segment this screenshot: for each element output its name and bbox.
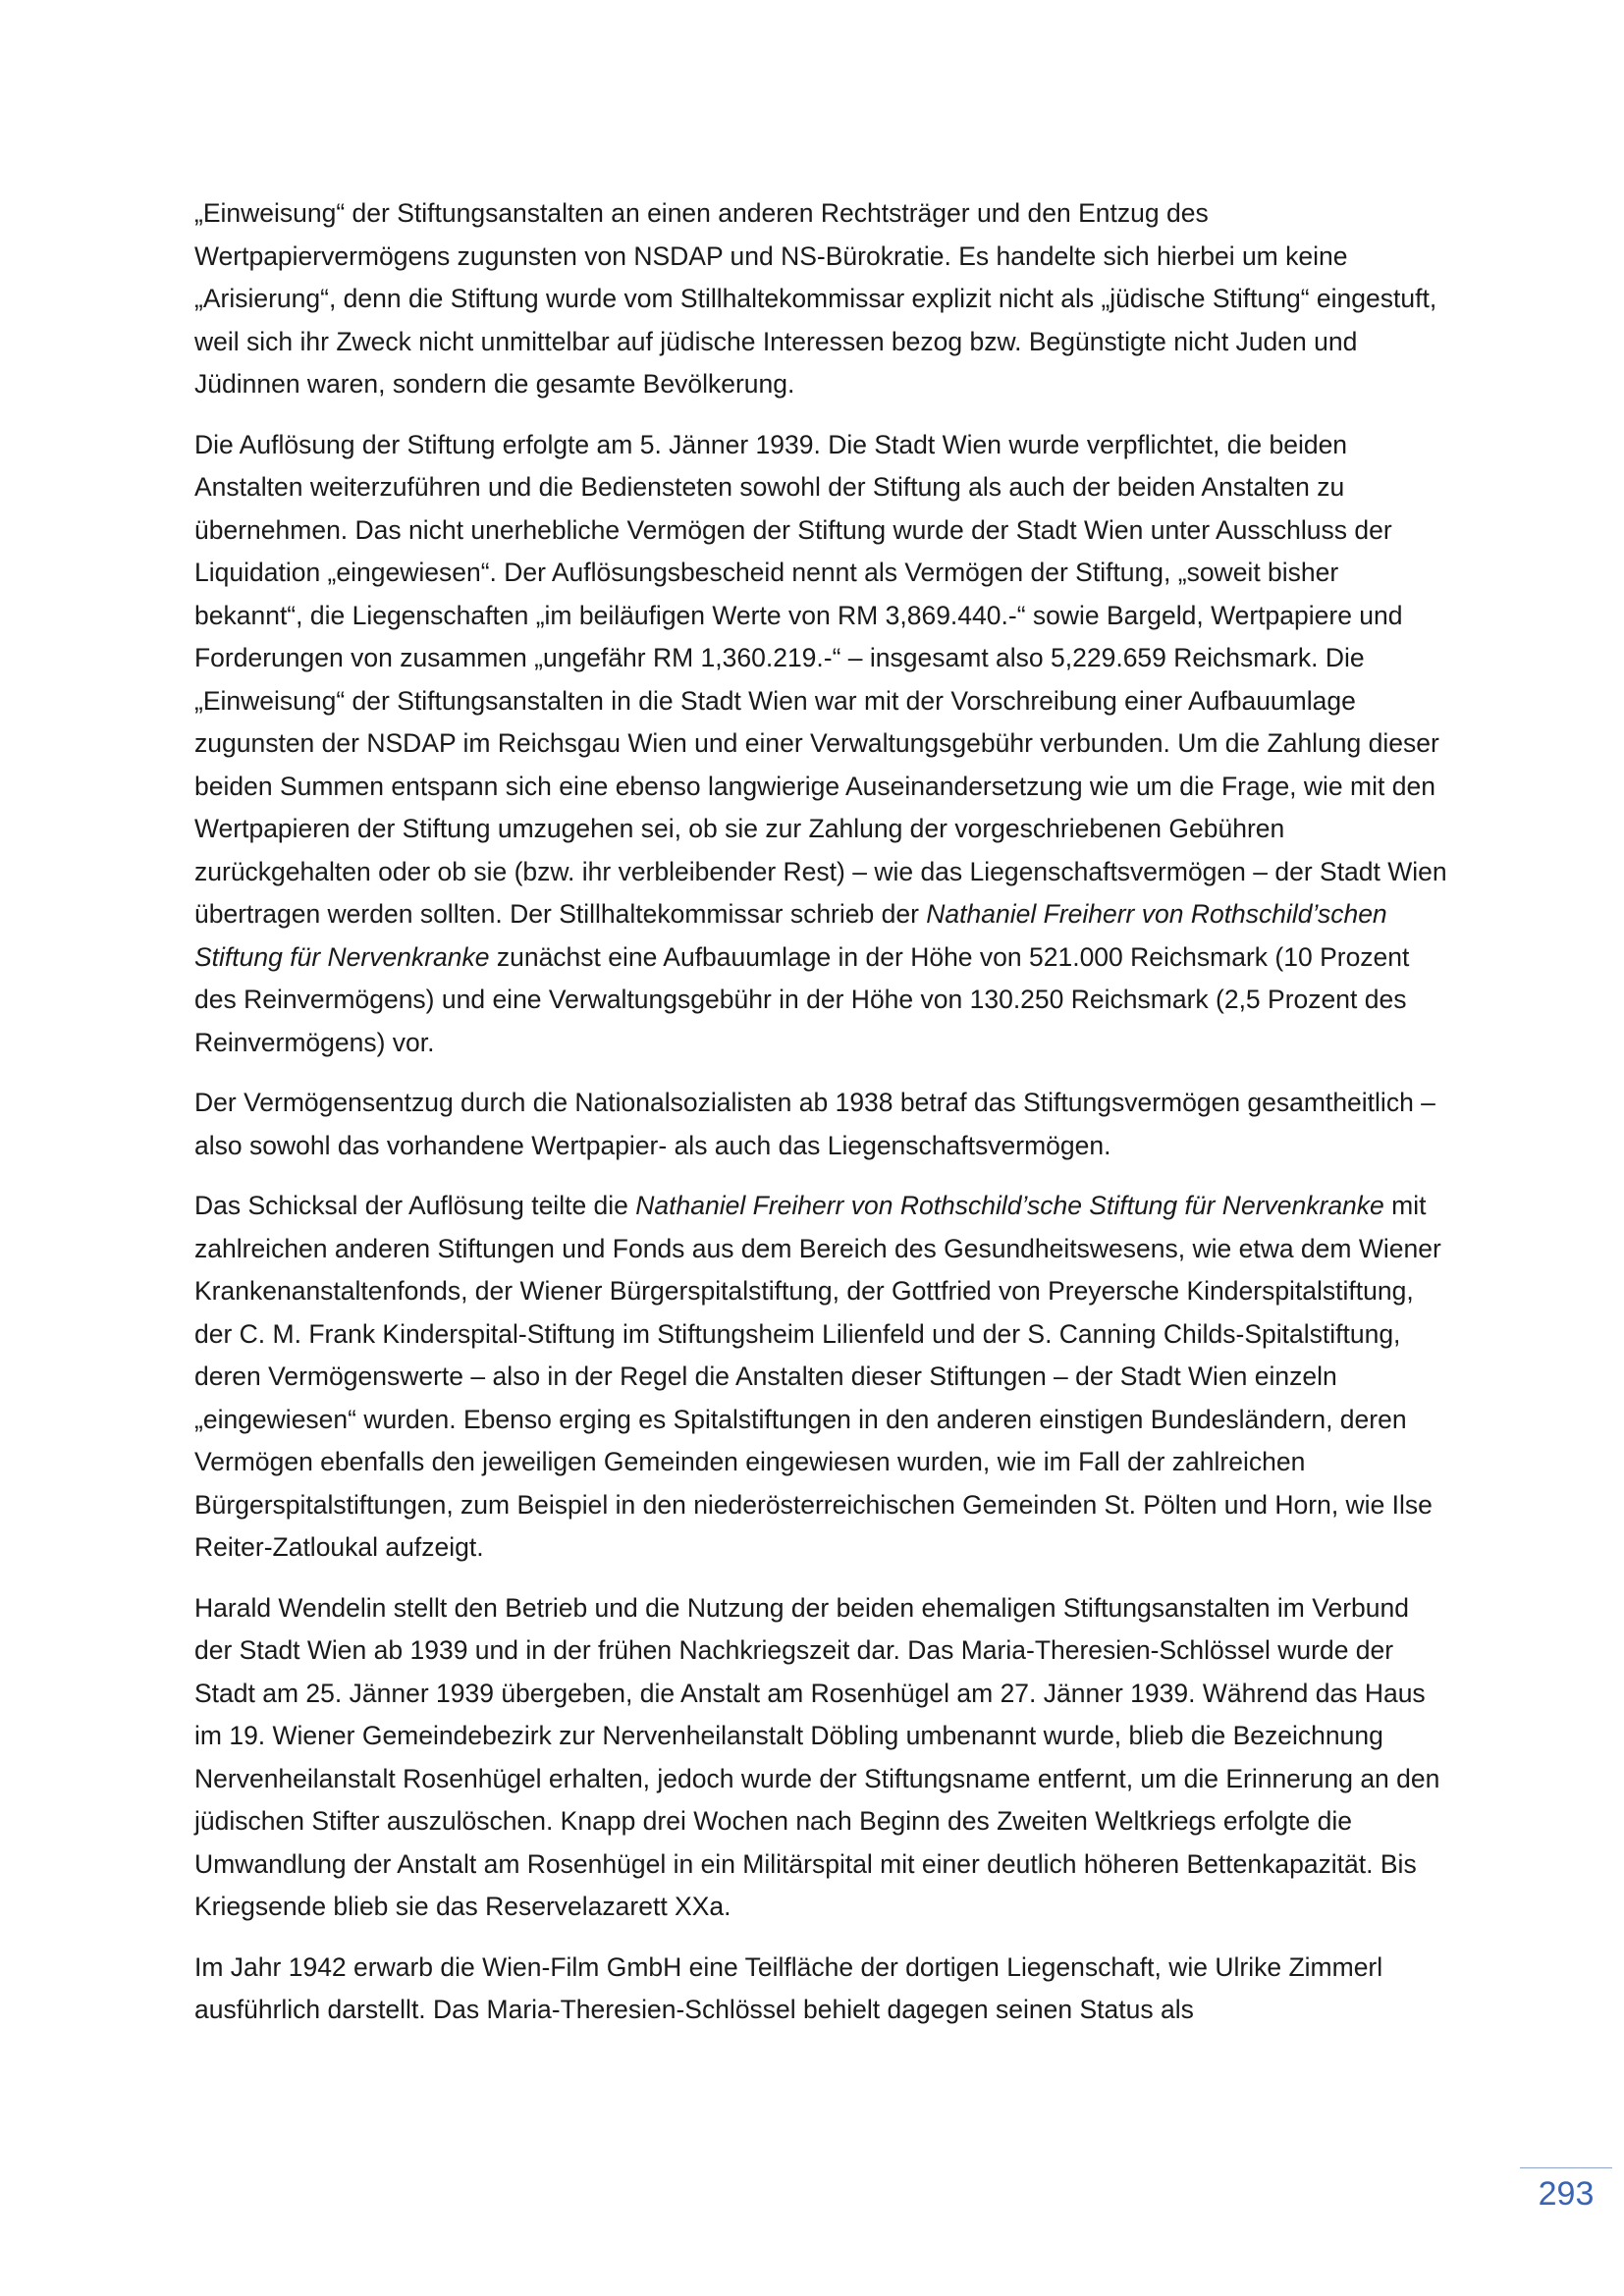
paragraph-6-text: Im Jahr 1942 erwarb die Wien-Film GmbH eine Teilfläche der dortigen Liegenschaft, wie Ulrike Zimmerl ausführlich darstellt. Das Maria-Theresien-Schlössel behielt dagegen seinen Status als xyxy=(194,1951,1383,2024)
paragraph-2 xyxy=(194,424,1451,1065)
document-body xyxy=(194,192,1451,2050)
paragraph-1-text: „Einweisung“ der Stiftungsanstalten an einen anderen Rechtsträger und den Entzug des Wertpapiervermögens zugunsten von NSDAP und NS-Bürokratie. Es handelte sich hierbei um keine „Arisierung“, denn die Stiftung wurde vom Stillhaltekommissar explizit nicht als „jüdische Stiftung“ eingestuft, weil sich ihr Zweck nicht unmittelbar auf jüdische Interessen bezog bzw. Begünstigte nicht Juden und Jüdinnen waren, sondern die gesamte Bevölkerung. xyxy=(194,198,1437,399)
paragraph-3-text: Der Vermögensentzug durch die Nationalsozialisten ab 1938 betraf das Stiftungsvermögen gesamtheitlich – also sowohl das vorhandene Wertpapier- als auch das Liegenschaftsvermögen. xyxy=(194,1088,1435,1160)
footer-divider xyxy=(1520,2167,1612,2168)
page-number: 293 xyxy=(1538,2175,1595,2213)
paragraph-5 xyxy=(194,1587,1451,1929)
paragraph-5-text: Harald Wendelin stellt den Betrieb und die Nutzung der beiden ehemaligen Stiftungsanstalten im Verbund der Stadt Wien ab 1939 und in der frühen Nachkriegszeit dar. Das Maria-Theresien-Schlössel wurde der Stadt am 25. Jänner 1939 übergeben, die Anstalt am Rosenhügel am 27. Jänner 1939. Während das Haus im 19. Wiener Gemeindebezirk zur Nervenheilanstalt Döbling umbenannt wurde, blieb die Bezeichnung Nervenheilanstalt Rosenhügel erhalten, jedoch wurde der Stiftungsname entfernt, um die Erinnerung an den jüdischen Stifter auszulöschen. Knapp drei Wochen nach Beginn des Zweiten Weltkriegs erfolgte die Umwandlung der Anstalt am Rosenhügel in ein Militärspital mit einer deutlich höheren Bettenkapazität. Bis Kriegsende blieb sie das Reservelazarett XXa. xyxy=(194,1592,1440,1921)
paragraph-2-text-end: zunächst eine Aufbauumlage in der Höhe von 521.000 Reichsmark (10 Prozent des Reinvermögens) und eine Verwaltungsgebühr in der Höhe von 130.250 Reichsmark (2,5 Prozent des Reinvermögens) vor. xyxy=(194,941,1410,1057)
paragraph-2-foundation-name: Nathaniel Freiherr von Rothschild’schen Stiftung für Nervenkranke xyxy=(194,899,1387,972)
paragraph-4-text-start: Das Schicksal der Auflösung teilte die xyxy=(194,1191,636,1220)
paragraph-4 xyxy=(194,1185,1451,1570)
paragraph-6 xyxy=(194,1947,1451,2032)
paragraph-2-text-start: Die Auflösung der Stiftung erfolgte am 5. Jänner 1939. Die Stadt Wien wurde verpflichtet, die beiden Anstalten weiterzuführen und die Bediensteten sowohl der Stiftung als auch der beiden Anstalten zu übernehmen. Das nicht unerhebliche Vermögen der Stiftung wurde der Stadt Wien unter Ausschluss der Liquidation „eingewiesen“. Der Auflösungsbescheid nennt als Vermögen der Stiftung, „soweit bisher bekannt“, die Liegenschaften „im beiläufigen Werte von RM 3,869.440.-“ sowie Bargeld, Wertpapiere und Forderungen von zusammen „ungefähr RM 1,360.219.-“ – insgesamt also 5,229.659 Reichsmark. Die „Einweisung“ der Stiftungsanstalten in die Stadt Wien war mit der Vorschreibung einer Aufbauumlage zugunsten der NSDAP im Reichsgau Wien und einer Verwaltungsgebühr verbunden. Um die Zahlung dieser beiden Summen entspann sich eine ebenso langwierige Auseinandersetzung wie um die Frage, wie mit den Wertpapieren der Stiftung umzugehen sei, ob sie zur Zahlung der vorgeschriebenen Gebühren zurückgehalten oder ob sie (bzw. ihr verbleibender Rest) – wie das Liegenschaftsvermögen – der Stadt Wien übertragen werden sollten. Der Stillhaltekommissar schrieb der xyxy=(194,429,1447,929)
paragraph-1 xyxy=(194,192,1451,406)
paragraph-3 xyxy=(194,1082,1451,1167)
paragraph-4-text-end: mit zahlreichen anderen Stiftungen und Fonds aus dem Bereich des Gesundheitswesens, wie etwa dem Wiener Krankenanstaltenfonds, der Wiener Bürgerspitalstiftung, der Gottfried von Preyersche Kinderspitalstiftung, der C. M. Frank Kinderspital-Stiftung im Stiftungsheim Lilienfeld und der S. Canning Childs-Spitalstiftung, deren Vermögenswerte – also in der Regel die Anstalten dieser Stiftungen – der Stadt Wien einzeln „eingewiesen“ wurden. Ebenso erging es Spitalstiftungen in den anderen einstigen Bundesländern, deren Vermögen ebenfalls den jeweiligen Gemeinden eingewiesen wurden, wie im Fall der zahlreichen Bürgerspitalstiftungen, zum Beispiel in den niederösterreichischen Gemeinden St. Pölten und Horn, wie Ilse Reiter-Zatloukal aufzeigt. xyxy=(194,1191,1441,1562)
paragraph-4-foundation-name: Nathaniel Freiherr von Rothschild’sche Stiftung für Nervenkranke xyxy=(635,1191,1384,1220)
